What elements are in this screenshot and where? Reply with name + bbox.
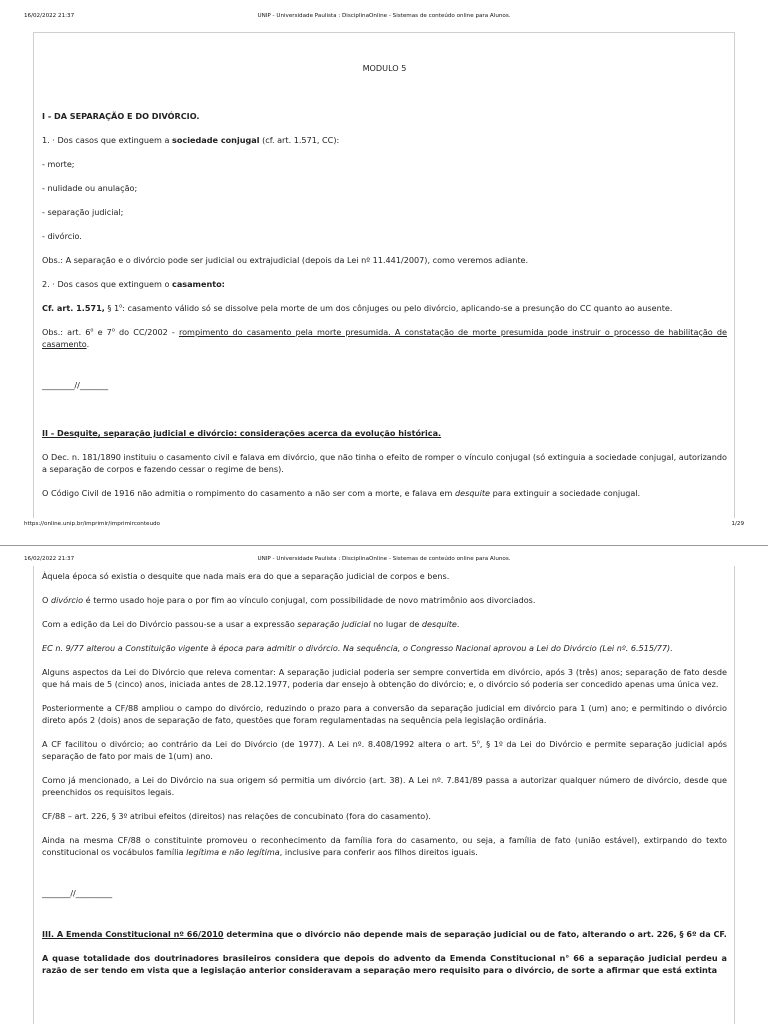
header-title: UNIP - Universidade Paulista : DisciplinaOnline - Sistemas de conteúdo online para Alunos. xyxy=(257,13,511,19)
paragraph: Com a edição da Lei do Divórcio passou-se a usar a expressão separação judicial no lugar de desquite. xyxy=(42,619,460,629)
paragraph: O Código Civil de 1916 não admitia o rompimento do casamento a não ser com a morte, e falava em desquite para extinguir a sociedade conjugal. xyxy=(42,488,641,498)
section-title: II - Desquite, separação judicial e divórcio: considerações acerca da evolução histórica. xyxy=(42,428,442,438)
footer-page-number: 1/29 xyxy=(731,521,744,527)
footer-url: https://online.unip.br/imprimir/imprimirconteudo xyxy=(24,521,160,527)
paragraph: Obs.: art. 6$^o$ e 7$^o$ do CC/2002 - rompimento do casamento pela morte presumida. A constatação de morte presumida pode instruir o processo de habilitação de casamento. xyxy=(42,327,727,349)
paragraph: Cf. art. 1.571, § 1$^o$: casamento válido só se dissolve pela morte de um dos cônjuges ou pelo divórcio, aplicando-se a presunção do CC quanto ao ausente. xyxy=(42,303,673,313)
list-item: - divórcio. xyxy=(42,231,82,241)
page-header xyxy=(0,13,768,27)
paragraph: EC n. 9/77 alterou a Constituição vigente à época para admitir o divórcio. Na sequência, o Congresso Nacional aprovou a Lei do Divórcio (Lei nº. 6.515/77). xyxy=(42,643,673,653)
page-footer xyxy=(0,521,768,533)
paragraph: Posteriormente a CF/88 ampliou o campo do divórcio, reduzindo o prazo para a conversão da separação judicial em divórcio para 1 (um) ano; e permitindo o divórcio direto após 2 (dois) anos de separação de fato, questões que foram regulamentadas na sequência pela legislação ordinária. xyxy=(42,703,727,725)
list-item: - morte; xyxy=(42,159,75,169)
paragraph: Alguns aspectos da Lei do Divórcio que releva comentar: A separação judicial poderia ser sempre convertida em divórcio, após 3 (três) anos; separação de fato desde que há mais de 5 (cinco) anos, iniciada antes de 28.12.1977, poderia dar ensejo à obtenção do divórcio; e, o divórcio só poderia ser concedido apenas uma única vez. xyxy=(42,667,727,689)
header-date: 16/02/2022 21:37 xyxy=(24,556,75,562)
header-title: UNIP - Universidade Paulista : DisciplinaOnline - Sistemas de conteúdo online para Alunos. xyxy=(257,556,511,562)
paragraph: Como já mencionado, a Lei do Divórcio na sua origem só permitia um divórcio (art. 38). A Lei nº. 7.841/89 passa a autorizar qualquer número de divórcio, desde que preenchidos os requisitos legais. xyxy=(42,775,727,797)
paragraph: Àquela época só existia o desquite que nada mais era do que a separação judicial de corpos e bens. xyxy=(42,571,450,581)
paragraph: Ainda na mesma CF/88 o constituinte promoveu o reconhecimento da família fora do casamento, ou seja, a família de fato (união estável), extirpando do texto constitucional os vocábulos família legítima e não legítima, inclusive para conferir aos filhos direitos iguais. xyxy=(42,835,727,857)
section-title: III. A Emenda Constitucional nº 66/2010 determina que o divórcio não depende mais de separação judicial ou de fato, alterando o art. 226, § 6º da CF. xyxy=(42,929,727,939)
paragraph: 1. · Dos casos que extinguem a sociedade conjugal (cf. art. 1.571, CC): xyxy=(42,135,340,145)
paragraph: 2. · Dos casos que extinguem o casamento: xyxy=(42,279,225,289)
page1-content xyxy=(42,62,727,499)
header-date: 16/02/2022 21:37 xyxy=(24,13,75,19)
page2-content xyxy=(42,570,727,976)
list-item: - separação judicial; xyxy=(42,207,124,217)
paragraph: O divórcio é termo usado hoje para o por fim ao vínculo conjugal, com possibilidade de novo matrimônio aos divorciados. xyxy=(42,595,536,605)
page-separator xyxy=(0,545,768,546)
paragraph: O Dec. n. 181/1890 instituiu o casamento civil e falava em divórcio, que não tinha o efeito de romper o vínculo conjugal (só extinguia a sociedade conjugal, autorizando a separação de corpos e fazendo cessar o regime de bens). xyxy=(42,452,727,474)
divider-text: ________//_______ xyxy=(42,380,109,390)
paragraph: CF/88 – art. 226, § 3º atribui efeitos (direitos) nas relações de concubinato (fora do casamento). xyxy=(42,811,431,821)
paragraph: A CF facilitou o divórcio; ao contrário da Lei do Divórcio (de 1977). A Lei nº. 8.408/1992 altera o art. 5$^o$, § 1º da Lei do Divórcio e permite separação judicial após separação de fato por mais de 1(um) ano. xyxy=(42,739,727,761)
module-title: MODULO 5 xyxy=(362,63,407,73)
section-title: I - DA SEPARAÇÃO E DO DIVÓRCIO. xyxy=(42,111,200,121)
paragraph: Obs.: A separação e o divórcio pode ser judicial ou extrajudicial (depois da Lei nº 11.441/2007), como veremos adiante. xyxy=(42,255,529,265)
divider-text: _______//_________ xyxy=(42,888,113,898)
list-item: - nulidade ou anulação; xyxy=(42,183,138,193)
paragraph: A quase totalidade dos doutrinadores brasileiros considera que depois do advento da Emenda Constitucional n° 66 a separação judicial perdeu a razão de ser tendo em vista que a legislação anterior consideravam a separação mero requisito para o divórcio, de sorte a afirmar que está extinta xyxy=(42,953,727,975)
